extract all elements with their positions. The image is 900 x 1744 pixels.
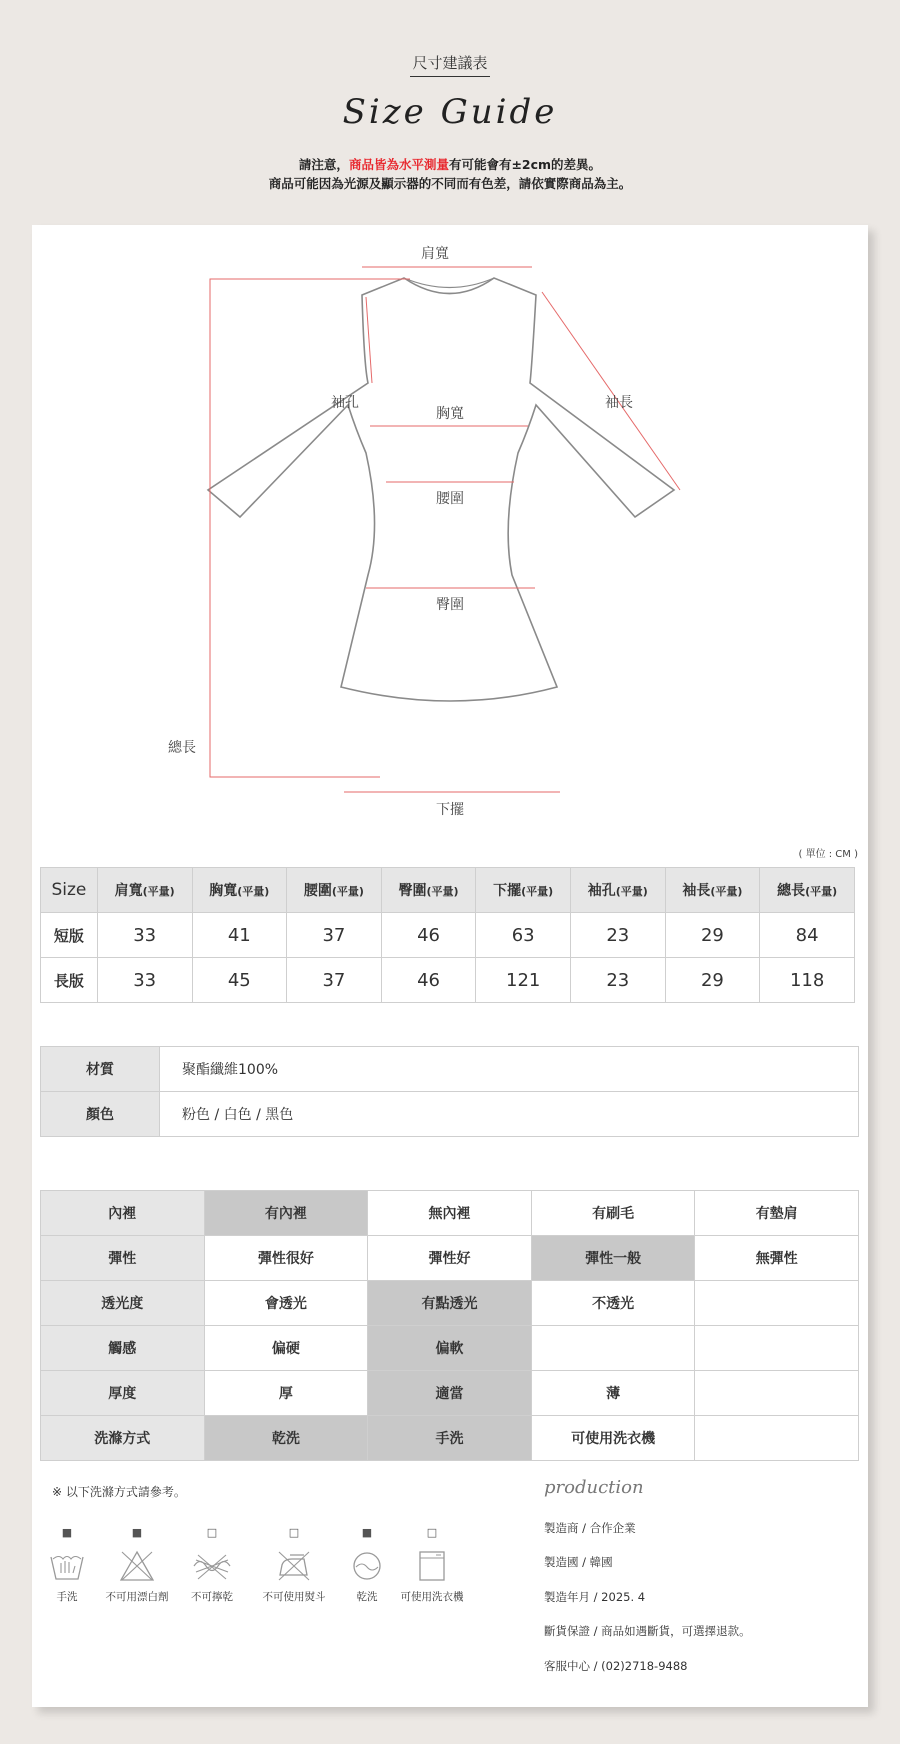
feature-option: 彈性一般 [531, 1236, 695, 1281]
production-customer-service: 客服中心 / (02)2718-9488 [544, 1659, 688, 1673]
dry-clean-icon [350, 1549, 384, 1583]
care-item-washing-machine [392, 1526, 472, 1604]
length-label: 總長 [168, 740, 196, 756]
feature-row [41, 1191, 859, 1236]
check-mark: □ [206, 1526, 218, 1539]
feature-label: 彈性 [41, 1236, 205, 1281]
column-header: 臀圍(平量) [381, 868, 476, 913]
column-header: 袖長(平量) [665, 868, 760, 913]
check-mark: ■ [361, 1526, 373, 1539]
care-label: 可使用洗衣機 [400, 1591, 464, 1603]
table-row [41, 958, 855, 1003]
color-value: 粉色 / 白色 / 黑色 [160, 1092, 859, 1137]
care-label: 不可擰乾 [191, 1591, 233, 1603]
care-item-no-iron [254, 1526, 334, 1604]
care-note: ※ 以下洗滌方式請參考。 [52, 1485, 186, 1499]
column-header: 袖孔(平量) [571, 868, 666, 913]
table-cell: 46 [381, 913, 476, 958]
feature-option: 無內裡 [368, 1191, 532, 1236]
table-cell: 37 [287, 913, 382, 958]
size-guide-card [32, 225, 868, 1707]
check-mark: ■ [61, 1526, 73, 1539]
feature-option: 薄 [531, 1371, 695, 1416]
unit-label: ( 單位 : CM ) [798, 849, 858, 860]
column-header: 肩寬(平量) [97, 868, 192, 913]
hand-wash-icon [49, 1549, 85, 1583]
material-table [40, 1046, 859, 1137]
length-line [210, 279, 410, 777]
feature-row [41, 1326, 859, 1371]
feature-option: 會透光 [204, 1281, 368, 1326]
no-bleach-icon [119, 1549, 155, 1583]
column-header: 總長(平量) [760, 868, 855, 913]
feature-option: 有刷毛 [531, 1191, 695, 1236]
production-country: 製造國 / 韓國 [544, 1555, 613, 1569]
feature-row [41, 1416, 859, 1461]
feature-label: 洗滌方式 [41, 1416, 205, 1461]
row-label: 長版 [41, 958, 98, 1003]
table-cell: 46 [381, 958, 476, 1003]
row-label: 短版 [41, 913, 98, 958]
table-cell: 45 [192, 958, 287, 1003]
care-item-hand-wash [42, 1526, 92, 1604]
size-table [40, 867, 855, 1003]
care-item-no-bleach [102, 1526, 172, 1604]
production-title: production [544, 1477, 644, 1498]
table-cell: 33 [97, 913, 192, 958]
check-mark: □ [426, 1526, 438, 1539]
hip-label: 臀圍 [436, 597, 464, 613]
armhole-label: 袖孔 [331, 395, 359, 411]
check-mark: ■ [131, 1526, 143, 1539]
feature-option: 可使用洗衣機 [531, 1416, 695, 1461]
feature-option: 有墊肩 [695, 1191, 859, 1236]
feature-option [695, 1416, 859, 1461]
care-label: 手洗 [56, 1591, 78, 1603]
feature-label: 厚度 [41, 1371, 205, 1416]
material-value: 聚酯纖維100% [160, 1047, 859, 1092]
care-label: 不可使用熨斗 [262, 1591, 326, 1603]
feature-option: 無彈性 [695, 1236, 859, 1281]
table-cell: 63 [476, 913, 571, 958]
care-item-no-wring [182, 1526, 242, 1604]
table-cell: 41 [192, 913, 287, 958]
feature-option [695, 1326, 859, 1371]
table-cell: 29 [665, 958, 760, 1003]
feature-option: 有點透光 [368, 1281, 532, 1326]
dress-outline [208, 278, 674, 701]
table-cell: 23 [571, 913, 666, 958]
sleeve-line [542, 292, 680, 490]
feature-option [531, 1326, 695, 1371]
waist-label: 腰圍 [436, 491, 464, 507]
feature-option: 有內裡 [204, 1191, 368, 1236]
table-cell: 33 [97, 958, 192, 1003]
feature-row [41, 1236, 859, 1281]
feature-option: 厚 [204, 1371, 368, 1416]
feature-option [695, 1281, 859, 1326]
chest-label: 胸寬 [436, 406, 464, 422]
armhole-line [366, 297, 372, 383]
shoulder-label: 肩寬 [421, 246, 449, 262]
material-row [41, 1047, 859, 1092]
feature-option: 偏硬 [204, 1326, 368, 1371]
production-manufacturer: 製造商 / 合作企業 [544, 1521, 636, 1535]
column-header: 胸寬(平量) [192, 868, 287, 913]
feature-label: 觸感 [41, 1326, 205, 1371]
size-table-header [41, 868, 855, 913]
column-header: 腰圍(平量) [287, 868, 382, 913]
color-row [41, 1092, 859, 1137]
features-table [40, 1190, 859, 1461]
table-row [41, 913, 855, 958]
table-cell: 23 [571, 958, 666, 1003]
production-date: 製造年月 / 2025. 4 [544, 1590, 646, 1604]
feature-option: 偏軟 [368, 1326, 532, 1371]
size-corner: Size [41, 868, 98, 913]
washing-machine-icon [417, 1549, 447, 1583]
table-cell: 118 [760, 958, 855, 1003]
feature-row [41, 1371, 859, 1416]
table-cell: 29 [665, 913, 760, 958]
page-title: Size Guide [342, 92, 558, 132]
sleeve-label: 袖長 [605, 395, 633, 411]
feature-label: 內裡 [41, 1191, 205, 1236]
size-guide-subtitle: 尺寸建議表 [0, 52, 900, 73]
color-label: 顏色 [41, 1092, 160, 1137]
feature-option: 乾洗 [204, 1416, 368, 1461]
care-label: 乾洗 [356, 1591, 378, 1603]
hem-label: 下擺 [436, 802, 464, 818]
table-cell: 121 [476, 958, 571, 1003]
feature-label: 透光度 [41, 1281, 205, 1326]
measurement-notice: 請注意，商品皆為水平測量有可能會有±2cm的差異。 商品可能因為光源及顯示器的不同而有色差，請依實際商品為主。 [268, 157, 632, 191]
table-cell: 37 [287, 958, 382, 1003]
no-iron-icon [276, 1549, 312, 1583]
feature-option: 適當 [368, 1371, 532, 1416]
no-wring-icon [192, 1549, 232, 1583]
care-item-dry-clean [342, 1526, 392, 1604]
feature-option: 彈性很好 [204, 1236, 368, 1281]
production-guarantee: 斷貨保證 / 商品如遇斷貨，可選擇退款。 [544, 1624, 751, 1638]
material-label: 材質 [41, 1047, 160, 1092]
column-header: 下擺(平量) [476, 868, 571, 913]
table-cell: 84 [760, 913, 855, 958]
feature-option [695, 1371, 859, 1416]
feature-option: 彈性好 [368, 1236, 532, 1281]
dress-measurement-diagram [32, 225, 868, 845]
care-label: 不可用漂白劑 [105, 1591, 169, 1603]
feature-row [41, 1281, 859, 1326]
check-mark: □ [288, 1526, 300, 1539]
feature-option: 不透光 [531, 1281, 695, 1326]
feature-option: 手洗 [368, 1416, 532, 1461]
